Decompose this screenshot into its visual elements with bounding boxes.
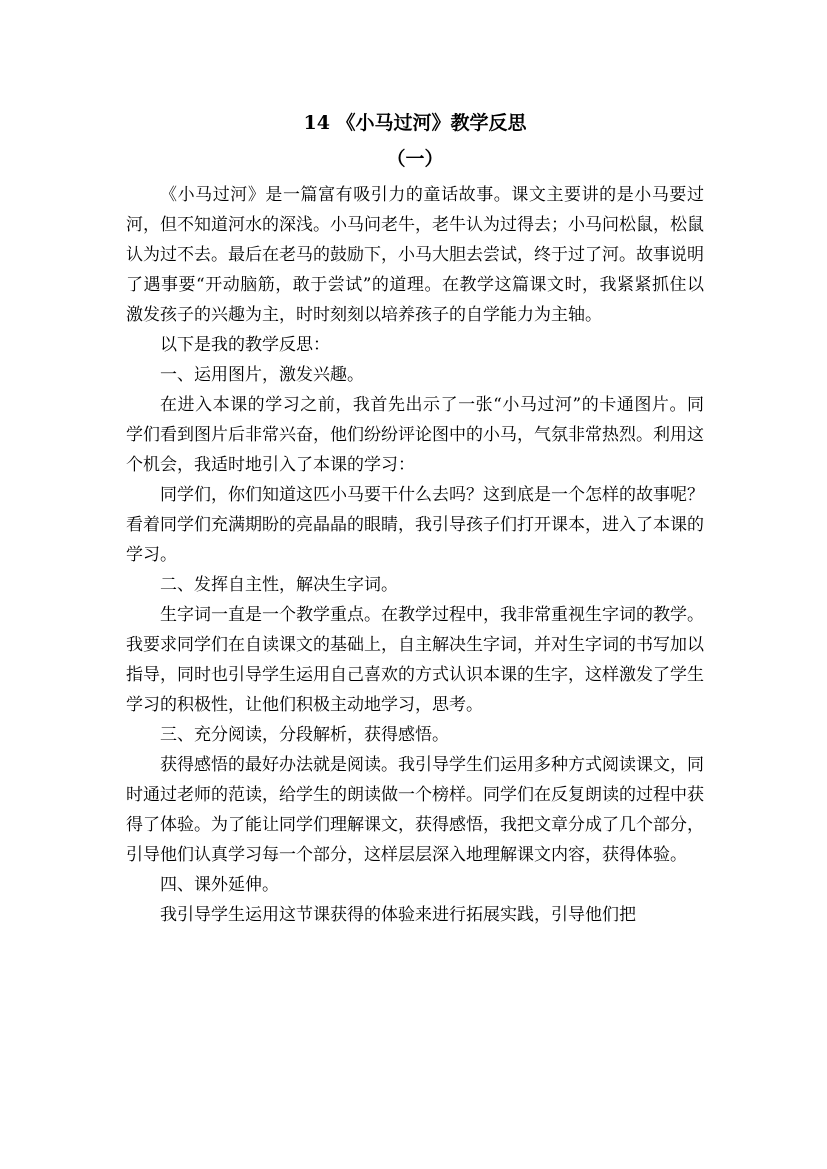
- section-subtitle: （一）: [386, 148, 444, 170]
- paragraph-intro: 《小马过河》是一篇富有吸引力的童话故事。课文主要讲的是小马要过河，但不知道河水的深浅。小马问老牛，老牛认为过得去；小马问松鼠，松鼠认为过不去。最后在老马的鼓励下，小马大胆去尝试，终于过了河。故事说明了遇事要“开动脑筋，敢于尝试”的道理。在教学这篇课文时，我紧紧抓住以激发孩子的兴趣为主，时时刻刻以培养孩子的自学能力为主轴。: [126, 185, 704, 325]
- paragraph-point-1-dialogue: 同学们，你们知道这匹小马要干什么去吗？这到底是一个怎样的故事呢？看着同学们充满期盼的亮晶晶的眼睛，我引导孩子们打开课本，进入了本课的学习。: [126, 485, 704, 565]
- heading-point-3: 三、充分阅读，分段解析，获得感悟。: [160, 725, 449, 745]
- document-title: 14 《小马过河》教学反思: [303, 112, 527, 134]
- heading-point-2: 二、发挥自主性，解决生字词。: [160, 575, 398, 595]
- heading-point-4: 四、课外延伸。: [160, 875, 279, 895]
- paragraph-point-4-body: 我引导学生运用这节课获得的体验来进行拓展实践，引导他们把: [160, 905, 636, 925]
- paragraph-point-3-body: 获得感悟的最好办法就是阅读。我引导学生们运用多种方式阅读课文，同时通过老师的范读，给学生的朗读做一个榜样。同学们在反复朗读的过程中获得了体验。为了能让同学们理解课文，获得感悟，我把文章分成了几个部分，引导他们认真学习每一个部分，这样层层深入地理解课文内容，获得体验。: [126, 755, 704, 865]
- document-body: [126, 108, 704, 930]
- paragraph-point-1-body: 在进入本课的学习之前，我首先出示了一张“小马过河”的卡通图片。同学们看到图片后非常兴奋，他们纷纷评论图中的小马，气氛非常热烈。利用这个机会，我适时地引入了本课的学习：: [126, 395, 704, 475]
- paragraph-reflection-lead: 以下是我的教学反思：: [160, 335, 330, 355]
- paragraph-point-2-body: 生字词一直是一个教学重点。在教学过程中，我非常重视生字词的教学。我要求同学们在自读课文的基础上，自主解决生字词，并对生字词的书写加以指导，同时也引导学生运用自己喜欢的方式认识本课的生字，这样激发了学生学习的积极性，让他们积极主动地学习，思考。: [126, 605, 704, 715]
- heading-point-1: 一、运用图片，激发兴趣。: [160, 365, 364, 385]
